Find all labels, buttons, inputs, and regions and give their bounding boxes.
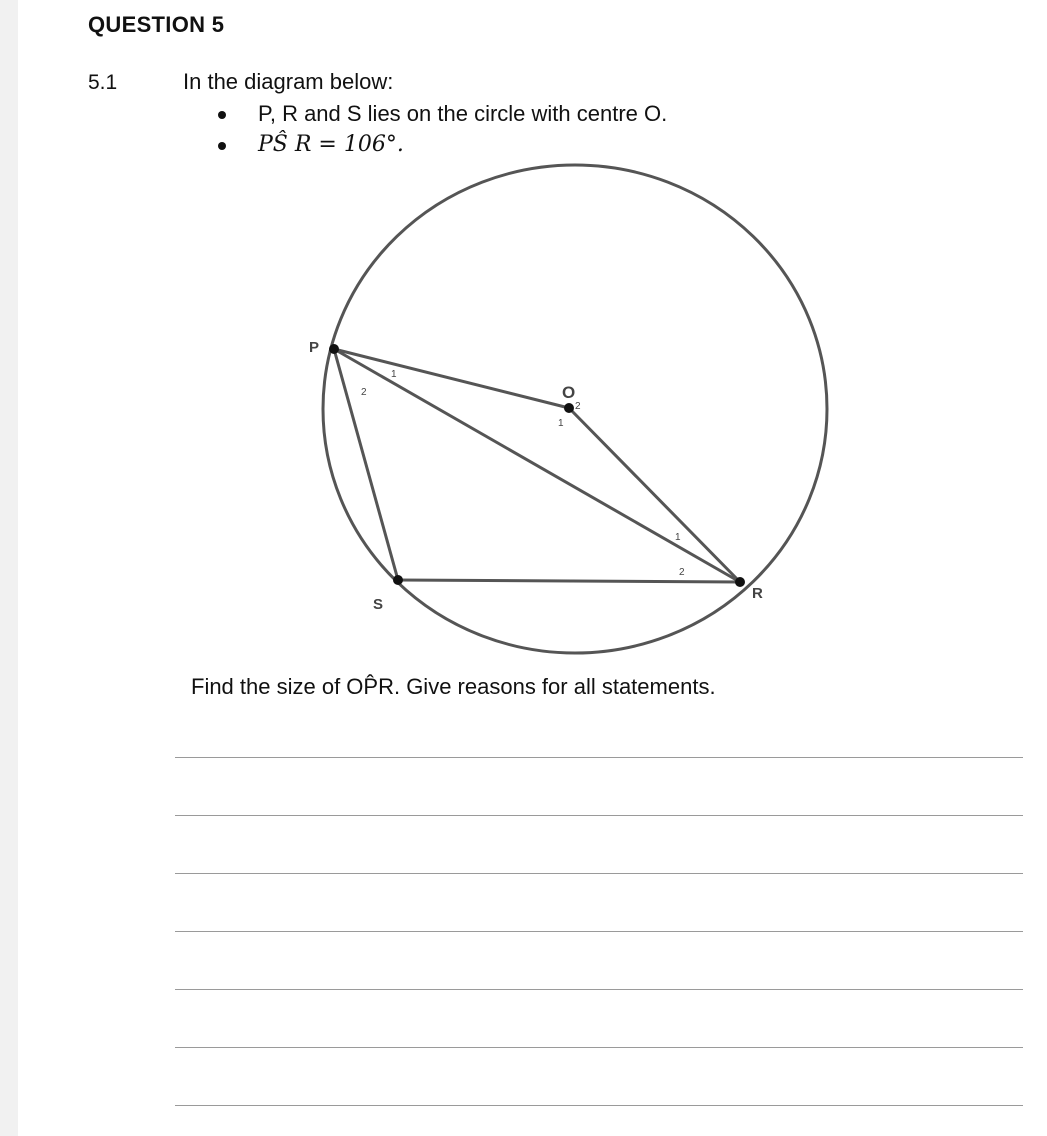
answer-line[interactable] <box>175 757 1023 758</box>
angle-label-r2: 2 <box>679 567 685 578</box>
point-s-marker <box>393 575 403 585</box>
answer-line[interactable] <box>175 1105 1023 1106</box>
label-p: P <box>309 339 320 356</box>
point-p-marker <box>329 344 339 354</box>
answer-line[interactable] <box>175 815 1023 816</box>
question-intro: In the diagram below: <box>183 69 394 94</box>
angle-label-p1: 1 <box>391 369 397 380</box>
line-po <box>334 349 569 408</box>
angle-label-o2: 2 <box>575 401 581 412</box>
label-r: R <box>752 585 763 602</box>
line-sr <box>398 580 740 582</box>
label-s: S <box>373 596 384 613</box>
question-heading: QUESTION 5 <box>88 12 225 37</box>
label-o: O <box>562 383 576 402</box>
given-fact-angle: PŜ R = 106°. <box>218 129 667 160</box>
angle-label-o1: 1 <box>558 418 564 429</box>
worksheet-page <box>18 0 1047 1136</box>
question-number: 5.1 <box>88 71 118 94</box>
angle-label-r1: 1 <box>675 532 681 543</box>
line-pr <box>334 349 740 582</box>
angle-label-p2: 2 <box>361 387 367 398</box>
point-o-marker <box>564 403 574 413</box>
answer-line[interactable] <box>175 931 1023 932</box>
answer-line[interactable] <box>175 1047 1023 1048</box>
line-or <box>569 408 740 582</box>
given-fact-circle: P, R and S lies on the circle with centre O. <box>218 98 667 129</box>
answer-line[interactable] <box>175 989 1023 990</box>
answer-line[interactable] <box>175 873 1023 874</box>
question-task: Find the size of OP̂R. Give reasons for all statements. <box>191 674 716 699</box>
circle-diagram <box>18 0 1047 680</box>
point-r-marker <box>735 577 745 587</box>
